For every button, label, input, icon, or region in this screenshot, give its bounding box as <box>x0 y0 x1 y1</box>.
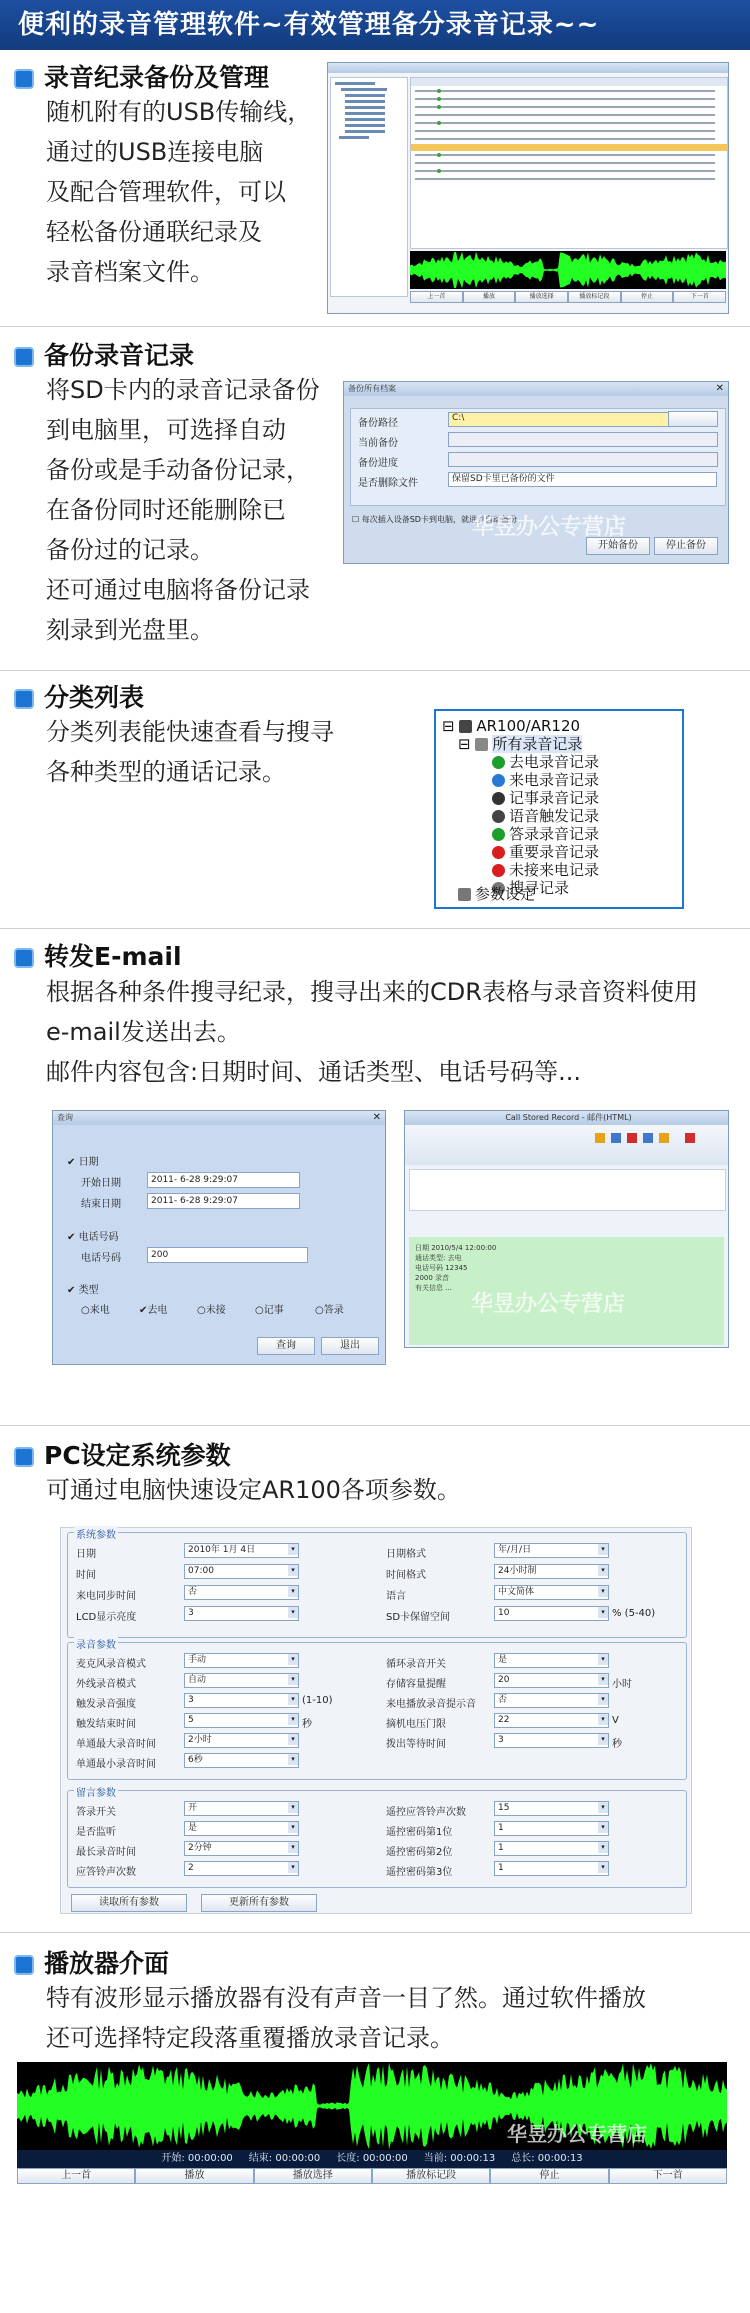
banner-title: 便利的录音管理软件~有效管理备分录音记录~~ <box>0 0 750 50</box>
email-attachment-bar <box>409 1213 724 1235</box>
section-text-backup-records: 将SD卡内的录音记录备份 到电脑里，可选择自动 备份或是手动备份记录， 在备份同时还能删除已 备份过的记录。 还可通过电脑将备份记录 刻录到光盘里。 <box>46 376 320 644</box>
chevron-down-icon[interactable]: ▾ <box>598 1607 608 1618</box>
record-params-group <box>67 1642 687 1780</box>
param-field[interactable]: 2 <box>184 1861 299 1876</box>
param-field[interactable]: 6秒 <box>184 1753 299 1768</box>
chevron-down-icon[interactable]: ▾ <box>288 1694 298 1705</box>
chevron-down-icon[interactable]: ▾ <box>288 1714 298 1725</box>
section-title-email: 转发E-mail <box>14 937 182 973</box>
bullet-square-icon <box>14 1955 34 1975</box>
chevron-down-icon[interactable]: ▾ <box>288 1565 298 1576</box>
section-text-pc-settings: 可通过电脑快速设定AR100各项参数。 <box>46 1476 461 1504</box>
screenshot-record-table <box>410 77 728 249</box>
start-date-label: 开始日期 <box>81 1178 121 1189</box>
phone-label: 电话号码 <box>81 1253 121 1264</box>
query-dialog <box>52 1110 386 1365</box>
param-label: LCD显示亮度 <box>76 1612 137 1623</box>
section-text-category-list: 分类列表能快速查看与搜寻 各种类型的通话记录。 <box>46 718 334 786</box>
chevron-down-icon[interactable]: ▾ <box>288 1862 298 1873</box>
close-icon[interactable]: ✕ <box>715 383 724 394</box>
type-missed-checkbox[interactable]: ○未接 <box>197 1305 226 1316</box>
section-title-category-list: 分类列表 <box>14 678 144 714</box>
param-field[interactable]: 3 <box>494 1733 609 1748</box>
ss-play-select-button[interactable]: 播放选择 <box>515 291 568 303</box>
param-unit: 秒 <box>612 1739 622 1750</box>
screenshot-tree-panel <box>330 77 408 297</box>
chevron-down-icon[interactable]: ▾ <box>598 1586 608 1597</box>
param-unit: (1-10) <box>302 1695 333 1706</box>
chevron-down-icon[interactable]: ▾ <box>288 1654 298 1665</box>
query-dialog-title: 查询 <box>53 1111 385 1125</box>
memo-icon <box>492 792 505 805</box>
chevron-down-icon[interactable]: ▾ <box>598 1654 608 1665</box>
chevron-down-icon[interactable]: ▾ <box>598 1822 608 1833</box>
chevron-down-icon[interactable]: ▾ <box>288 1734 298 1745</box>
watermark-text: 华昱办公专营店 <box>507 2122 647 2146</box>
divider <box>0 670 750 671</box>
delete-files-select[interactable]: 保留SD卡里已备份的文件 <box>448 472 717 487</box>
tree-item-label: 来电录音记录 <box>509 771 600 789</box>
bullet-square-icon <box>14 69 34 89</box>
delete-files-label: 是否删除文件 <box>358 478 418 489</box>
sd-unit-label: % (5-40) <box>612 1608 656 1619</box>
section-text-backup-management: 随机附有的USB传输线， 通过的USB连接电脑 及配合管理软件，可以 轻松备份通联纪录及 录音档案文件。 <box>46 98 312 286</box>
device-icon <box>459 720 472 733</box>
tree-placeholder-lines <box>331 78 407 158</box>
type-answer-checkbox[interactable]: ○答录 <box>315 1305 344 1316</box>
read-all-params-button[interactable]: 读取所有参数 <box>71 1894 187 1912</box>
divider <box>0 1932 750 1933</box>
ss-stop-button[interactable]: 停止 <box>621 291 674 303</box>
param-label: 日期格式 <box>386 1549 426 1560</box>
param-field[interactable]: 1 <box>494 1821 609 1836</box>
divider <box>0 326 750 327</box>
email-window <box>404 1110 729 1348</box>
chevron-down-icon[interactable]: ▾ <box>288 1674 298 1685</box>
chevron-down-icon[interactable]: ▾ <box>598 1694 608 1705</box>
param-field[interactable]: 中文简体 <box>494 1585 609 1600</box>
type-checkbox[interactable]: ✔ 类型 <box>67 1285 99 1296</box>
param-label: 遥控密码第3位 <box>386 1867 453 1878</box>
software-screenshot-main <box>327 62 729 314</box>
param-label: 来电同步时间 <box>76 1591 136 1602</box>
backup-progress-label: 备份进度 <box>358 458 398 469</box>
ribbon-icons <box>405 1125 728 1165</box>
param-label: 单通最大录音时间 <box>76 1739 156 1750</box>
auto-backup-checkbox[interactable]: ☐ 每次插入设备SD卡到电脑，就进行自动备份 <box>352 515 517 524</box>
chevron-down-icon[interactable]: ▾ <box>598 1802 608 1813</box>
missed-call-icon <box>492 864 505 877</box>
current-backup-field <box>448 432 718 447</box>
next-track-button[interactable]: 下一首 <box>609 2168 727 2184</box>
param-field[interactable]: 1 <box>494 1841 609 1856</box>
param-label: 语言 <box>386 1591 406 1602</box>
param-field[interactable]: 是 <box>494 1653 609 1668</box>
browse-button[interactable] <box>668 411 718 427</box>
current-backup-label: 当前备份 <box>358 438 398 449</box>
phone-checkbox[interactable]: ✔ 电话号码 <box>67 1232 119 1243</box>
tree-items <box>492 753 599 897</box>
param-field[interactable]: 手动 <box>184 1653 299 1668</box>
email-window-title: Call Stored Record - 邮件(HTML) <box>405 1111 728 1125</box>
end-date-input[interactable]: 2011- 6-28 9:29:07 <box>147 1193 300 1209</box>
tree-item-label: 记事录音记录 <box>509 789 600 807</box>
tree-item-label: 未接来电记录 <box>509 861 600 879</box>
stop-button[interactable]: 停止 <box>490 2168 608 2184</box>
player-waveform[interactable] <box>17 2062 727 2150</box>
param-label: 麦克风录音模式 <box>76 1659 146 1670</box>
param-label: 存储容量提醒 <box>386 1679 446 1690</box>
message-params-group <box>67 1790 687 1888</box>
backup-dialog-title: 备份所有档案 <box>344 382 728 396</box>
type-memo-checkbox[interactable]: ○记事 <box>255 1305 284 1316</box>
phone-input[interactable]: 200 <box>147 1247 308 1263</box>
param-label: 日期 <box>76 1549 96 1560</box>
param-field[interactable]: 2010年 1月 4日 <box>184 1543 299 1558</box>
type-outgoing-checkbox[interactable]: ✔去电 <box>139 1305 168 1316</box>
record-table-rows <box>411 78 727 248</box>
backup-dialog <box>343 381 729 564</box>
param-field[interactable]: 07:00 <box>184 1564 299 1579</box>
play-button[interactable]: 播放 <box>135 2168 253 2184</box>
param-field[interactable]: 10 <box>494 1606 609 1621</box>
section-title-backup-management: 录音纪录备份及管理 <box>14 58 269 94</box>
update-all-params-button[interactable]: 更新所有参数 <box>201 1894 317 1912</box>
stop-backup-button[interactable]: 停止备份 <box>654 537 718 555</box>
param-unit: V <box>612 1715 619 1726</box>
tree-settings[interactable]: 参数设定 <box>458 885 535 903</box>
player-time-info: 开始: 00:00:00 结束: 00:00:00 长度: 00:00:00 当前: 00:00:13 总长: 00:00:13 <box>17 2150 727 2168</box>
param-label: 遥控密码第1位 <box>386 1827 453 1838</box>
tree-item-label: 答录录音记录 <box>509 825 600 843</box>
bullet-square-icon <box>14 347 34 367</box>
chevron-down-icon[interactable]: ▾ <box>598 1544 608 1555</box>
param-label: 是否监听 <box>76 1827 116 1838</box>
play-selection-button[interactable]: 播放选择 <box>254 2168 372 2184</box>
screenshot-player-buttons <box>410 291 726 303</box>
tree-item[interactable] <box>492 807 599 825</box>
ss-next-button[interactable]: 下一首 <box>673 291 726 303</box>
tree-item-label: 重要录音记录 <box>509 843 600 861</box>
email-body: 日期 2010/5/4 12:00:00 通话类型: 去电 电话号码 12345 2000 录音 有关信息 ... <box>409 1237 724 1345</box>
waveform-graphic-small <box>410 251 726 289</box>
category-tree-panel <box>434 709 684 909</box>
section-title-player: 播放器介面 <box>14 1944 169 1980</box>
chevron-down-icon[interactable]: ▾ <box>288 1754 298 1765</box>
ss-play-mark-button[interactable]: 播放标记段 <box>568 291 621 303</box>
param-field[interactable]: 年/月/日 <box>494 1543 609 1558</box>
param-label: 循环录音开关 <box>386 1659 446 1670</box>
param-field[interactable]: 24小时制 <box>494 1564 609 1579</box>
chevron-down-icon[interactable]: ▾ <box>598 1714 608 1725</box>
tree-all-records[interactable]: ⊟ 所有录音记录 <box>458 735 583 753</box>
chevron-down-icon[interactable]: ▾ <box>598 1842 608 1853</box>
date-checkbox[interactable]: ✔ 日期 <box>67 1157 99 1168</box>
outgoing-call-icon <box>492 756 505 769</box>
system-params-group <box>67 1532 687 1638</box>
tree-item[interactable] <box>492 843 599 861</box>
tree-item[interactable] <box>492 861 599 879</box>
param-field[interactable]: 开 <box>184 1801 299 1816</box>
param-label: 遥控应答铃声次数 <box>386 1807 466 1818</box>
section-text-email: 根据各种条件搜寻纪录，搜寻出来的CDR表格与录音资料使用 e-mail发送出去。 邮件内容包含:日期时间、通话类型、电话号码等... <box>46 978 698 1086</box>
param-field[interactable]: 15 <box>494 1801 609 1816</box>
system-params-title: 系统参数 <box>74 1526 118 1541</box>
bullet-square-icon <box>14 689 34 709</box>
start-backup-button[interactable]: 开始备份 <box>586 537 650 555</box>
param-field[interactable]: 3 <box>184 1606 299 1621</box>
param-label: 答录开关 <box>76 1807 116 1818</box>
tree-item-label: 搜寻记录 <box>509 879 570 897</box>
close-icon[interactable]: ✕ <box>372 1112 381 1123</box>
prev-track-button[interactable]: 上一首 <box>17 2168 135 2184</box>
exit-button[interactable]: 退出 <box>321 1337 379 1355</box>
start-date-input[interactable]: 2011- 6-28 9:29:07 <box>147 1172 300 1188</box>
chevron-down-icon[interactable]: ▾ <box>288 1607 298 1618</box>
param-field[interactable]: 2小时 <box>184 1733 299 1748</box>
record-params-title: 录音参数 <box>74 1636 118 1651</box>
param-label: 摘机电压门限 <box>386 1719 446 1730</box>
param-field[interactable]: 否 <box>494 1693 609 1708</box>
chevron-down-icon[interactable]: ▾ <box>288 1822 298 1833</box>
chevron-down-icon[interactable]: ▾ <box>288 1842 298 1853</box>
divider <box>0 1425 750 1426</box>
settings-icon <box>458 888 471 901</box>
tree-root[interactable]: ⊟ AR100/AR120 <box>442 717 581 735</box>
folder-icon <box>475 738 488 751</box>
flag-icon <box>492 846 505 859</box>
chevron-down-icon[interactable]: ▾ <box>598 1674 608 1685</box>
param-field[interactable]: 22 <box>494 1713 609 1728</box>
param-field[interactable]: 2分钟 <box>184 1841 299 1856</box>
param-label: 来电播放录音提示音 <box>386 1699 476 1710</box>
param-label: 拨出等待时间 <box>386 1739 446 1750</box>
watermark-text: 华昱办公专营店 <box>472 515 627 540</box>
bullet-square-icon <box>14 1447 34 1467</box>
play-marked-button[interactable]: 播放标记段 <box>372 2168 490 2184</box>
chevron-down-icon[interactable]: ▾ <box>288 1586 298 1597</box>
param-field[interactable]: 3 <box>184 1693 299 1708</box>
param-label: 外线录音模式 <box>76 1679 136 1690</box>
answering-icon <box>492 828 505 841</box>
tree-item-label: 去电录音记录 <box>509 753 600 771</box>
param-unit: 小时 <box>612 1679 632 1690</box>
ss-prev-button[interactable]: 上一首 <box>410 291 463 303</box>
tree-item-label: 语音触发记录 <box>509 807 600 825</box>
ss-play-button[interactable]: 播放 <box>463 291 516 303</box>
voice-trigger-icon <box>492 810 505 823</box>
type-incoming-checkbox[interactable]: ○来电 <box>81 1305 110 1316</box>
backup-progress-bar <box>448 452 718 467</box>
param-field[interactable]: 5 <box>184 1713 299 1728</box>
chevron-down-icon[interactable]: ▾ <box>598 1565 608 1576</box>
query-button[interactable]: 查询 <box>257 1337 315 1355</box>
tree-item[interactable] <box>492 771 599 789</box>
incoming-call-icon <box>492 774 505 787</box>
param-label: 最长录音时间 <box>76 1847 136 1858</box>
param-label: 触发录音强度 <box>76 1699 136 1710</box>
backup-path-label: 备份路径 <box>358 418 398 429</box>
param-label: 触发结束时间 <box>76 1719 136 1730</box>
section-text-player: 特有波形显示播放器有没有声音一目了然。通过软件播放 还可选择特定段落重覆播放录音记录。 <box>46 1984 646 2052</box>
divider <box>0 928 750 929</box>
tree-item[interactable] <box>492 825 599 843</box>
param-label: 时间 <box>76 1570 96 1581</box>
param-label: 应答铃声次数 <box>76 1867 136 1878</box>
param-label: 遥控密码第2位 <box>386 1847 453 1858</box>
params-panel <box>60 1527 692 1914</box>
param-field[interactable]: 自动 <box>184 1673 299 1688</box>
message-params-title: 留言参数 <box>74 1784 118 1799</box>
backup-path-input[interactable]: C:\ <box>448 412 669 427</box>
player-button-bar <box>17 2168 727 2184</box>
tree-item[interactable] <box>492 753 599 771</box>
chevron-down-icon[interactable]: ▾ <box>288 1802 298 1813</box>
param-field[interactable]: 否 <box>184 1585 299 1600</box>
param-label: 单通最小录音时间 <box>76 1759 156 1770</box>
param-unit: 秒 <box>302 1719 312 1730</box>
tree-item[interactable] <box>492 789 599 807</box>
param-field[interactable]: 1 <box>494 1861 609 1876</box>
param-field[interactable]: 是 <box>184 1821 299 1836</box>
chevron-down-icon[interactable]: ▾ <box>288 1544 298 1555</box>
end-date-label: 结束日期 <box>81 1199 121 1210</box>
chevron-down-icon[interactable]: ▾ <box>598 1862 608 1873</box>
param-label: 时间格式 <box>386 1570 426 1581</box>
screenshot-waveform <box>410 251 726 289</box>
param-label: SD卡保留空间 <box>386 1612 451 1623</box>
bullet-square-icon <box>14 948 34 968</box>
section-title-backup-records: 备份录音记录 <box>14 336 194 372</box>
param-field[interactable]: 20 <box>494 1673 609 1688</box>
section-title-pc-settings: PC设定系统参数 <box>14 1436 231 1472</box>
watermark-text: 华昱办公专营店 <box>471 1292 626 1317</box>
email-header-fields <box>409 1169 726 1211</box>
chevron-down-icon[interactable]: ▾ <box>598 1734 608 1745</box>
email-ribbon <box>405 1125 728 1165</box>
